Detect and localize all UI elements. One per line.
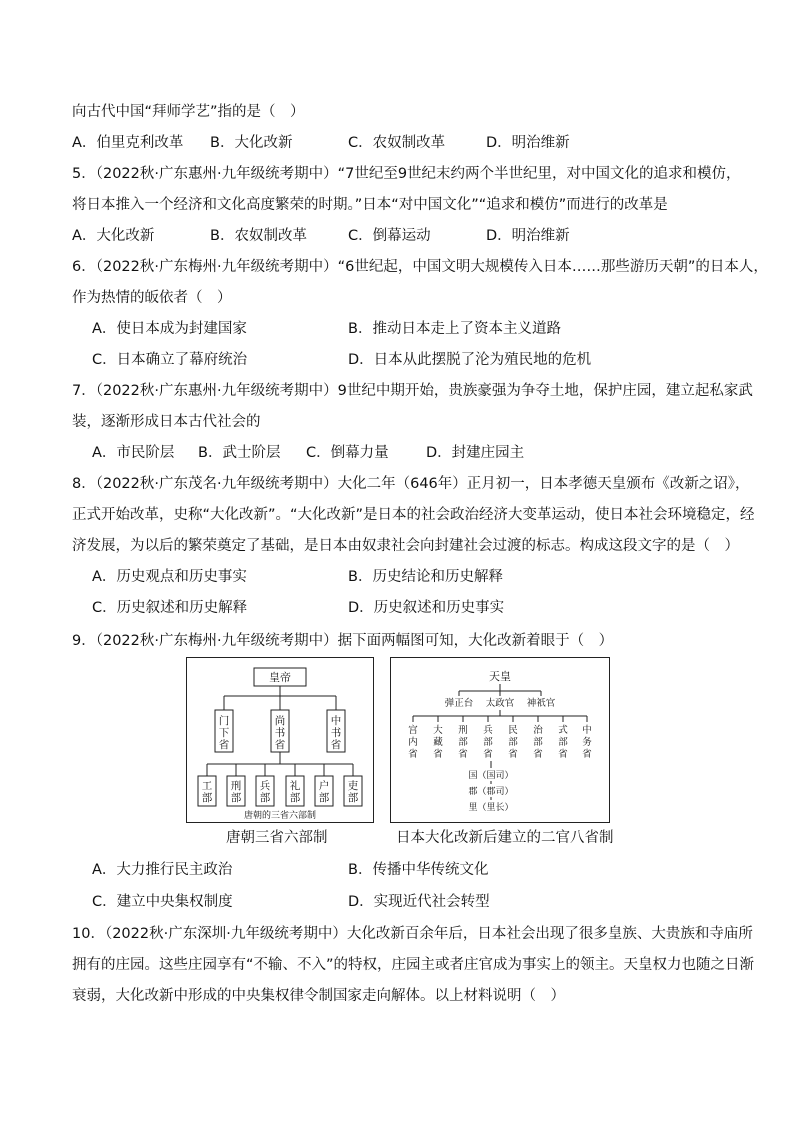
- japan-second-1: 太政官: [485, 698, 515, 709]
- tang-ministry-0-char-1: 部: [201, 792, 213, 804]
- japan-ministry-7-char-0: 中: [582, 725, 592, 736]
- q7-option-c[interactable]: C．倒幕力量: [306, 445, 389, 461]
- q7-option-d[interactable]: D．封建庄园主: [426, 445, 525, 461]
- tang-ministry-2-char-0: 兵: [259, 780, 271, 792]
- tang-mid-1c: 省: [274, 739, 286, 751]
- japan-ministry-6-char-2: 省: [558, 749, 568, 760]
- japan-local-1: 郡（郡司）: [468, 787, 514, 797]
- q8-option-c[interactable]: C．历史叙述和历史解释: [92, 600, 248, 616]
- q8-stem-line3: 济发展，为以后的繁荣奠定了基础，是日本由奴隶社会向封建社会过渡的标志。构成这段文字的是（ ）: [72, 538, 739, 554]
- q6-option-a[interactable]: A．使日本成为封建国家: [92, 321, 247, 337]
- japan-ministry-5-char-0: 治: [533, 725, 543, 736]
- japan-ministry-6-char-1: 部: [558, 737, 568, 748]
- q9-option-a[interactable]: A．大力推行民主政治: [92, 862, 233, 878]
- japan-ministry-4-char-1: 部: [508, 737, 518, 748]
- tang-ministry-5-char-0: 吏: [347, 780, 359, 792]
- japan-ministry-3-char-0: 兵: [483, 725, 493, 736]
- q4-stem-tail: 向古代中国“拜师学艺”指的是（ ）: [72, 104, 305, 120]
- japan-ministry-1-char-2: 省: [433, 749, 443, 760]
- q5-option-d[interactable]: D．明治维新: [486, 228, 570, 244]
- tang-ministry-3-char-0: 礼: [289, 780, 301, 792]
- tang-system-figure: [186, 657, 374, 823]
- q5-option-b[interactable]: B．农奴制改革: [210, 228, 307, 244]
- tang-inner-caption: 唐朝的三省六部制: [243, 811, 317, 821]
- tang-ministry-1-char-1: 部: [230, 792, 242, 804]
- japan-ministry-2-char-1: 部: [458, 737, 468, 748]
- tang-mid-2c: 省: [330, 739, 342, 751]
- q9-option-d[interactable]: D．实现近代社会转型: [348, 894, 490, 910]
- q4-option-b[interactable]: B．大化改新: [210, 135, 293, 151]
- q5-stem-line1: 5．（2022秋·广东惠州·九年级统考期中）“7世纪至9世纪末约两个半世纪里，对中国文化的追求和模仿，: [72, 166, 741, 182]
- q10-stem-line3: 衰弱，大化改新中形成的中央集权律令制国家走向解体。以上材料说明（ ）: [72, 988, 565, 1004]
- q6-option-c[interactable]: C．日本确立了幕府统治: [92, 352, 248, 368]
- q9-stem-line1: 9．（2022秋·广东梅州·九年级统考期中）据下面两幅图可知，大化改新着眼于（ ）: [72, 633, 614, 649]
- japan-top-label: 天皇: [489, 670, 511, 683]
- japan-ministry-0-char-2: 省: [408, 749, 418, 760]
- japan-system-figure: [390, 657, 610, 823]
- tang-ministry-2-char-1: 部: [259, 792, 271, 804]
- tang-mid-0c: 省: [218, 739, 230, 751]
- japan-ministry-5-char-1: 部: [533, 737, 543, 748]
- q8-stem-line1: 8．（2022秋·广东茂名·九年级统考期中）大化二年（646年）正月初一，日本孝德天皇颁布《改新之诏》，: [72, 476, 750, 492]
- japan-ministry-7-char-1: 务: [582, 737, 592, 748]
- q10-stem-line2: 拥有的庄园。这些庄园享有“不输、不入”的特权，庄园主或者庄官成为事实上的领主。天皇权力也随之日渐: [72, 957, 755, 973]
- tang-mid-0b: 下: [218, 727, 230, 739]
- japan-ministry-0-char-0: 宫: [408, 725, 418, 736]
- q9-option-b[interactable]: B．传播中华传统文化: [348, 862, 489, 878]
- japan-ministry-4-char-0: 民: [508, 725, 518, 736]
- q8-option-d[interactable]: D．历史叙述和历史事实: [348, 600, 505, 616]
- tang-mid-0: 门: [218, 715, 230, 727]
- q8-option-a[interactable]: A．历史观点和历史事实: [92, 569, 247, 585]
- tang-mid-1: 尚: [274, 715, 286, 727]
- q6-stem-line1: 6．（2022秋·广东梅州·九年级统考期中）“6世纪起，中国文明大规模传入日本……那些游历天朝”的日本人，: [72, 259, 768, 275]
- japan-second-2: 神祇官: [526, 698, 556, 709]
- tang-mid-2: 中: [330, 715, 342, 727]
- q7-option-a[interactable]: A．市民阶层: [92, 445, 175, 461]
- q4-option-c[interactable]: C．农奴制改革: [348, 135, 446, 151]
- q7-option-b[interactable]: B．武士阶层: [198, 445, 281, 461]
- tang-ministry-4-char-0: 户: [318, 780, 330, 792]
- japan-ministry-5-char-2: 省: [533, 749, 543, 760]
- q6-option-b[interactable]: B．推动日本走上了资本主义道路: [348, 321, 561, 337]
- q4-option-d[interactable]: D．明治维新: [486, 135, 570, 151]
- japan-caption: 日本大化改新后建立的二官八省制: [396, 830, 614, 846]
- q10-stem-line1: 10．（2022秋·广东深圳·九年级统考期中）大化改新百余年后，日本社会出现了很多皇族、大贵族和寺庙所: [72, 926, 753, 942]
- japan-local-0: 国（国司）: [468, 771, 514, 781]
- japan-second-0: 弹正台: [444, 698, 474, 709]
- tang-mid-1b: 书: [274, 727, 286, 739]
- q8-option-b[interactable]: B．历史结论和历史解释: [348, 569, 503, 585]
- japan-ministry-0-char-1: 内: [408, 737, 418, 748]
- japan-ministry-4-char-2: 省: [508, 749, 518, 760]
- tang-caption: 唐朝三省六部制: [226, 830, 328, 846]
- q5-stem-line2: 将日本推入一个经济和文化高度繁荣的时期。”日本“对中国文化”“追求和模仿”而进行的改革是: [72, 197, 668, 213]
- tang-ministry-0-char-0: 工: [201, 780, 213, 792]
- japan-ministry-2-char-0: 刑: [458, 725, 468, 736]
- japan-ministry-1-char-0: 大: [433, 725, 443, 736]
- japan-ministry-6-char-0: 式: [558, 725, 568, 736]
- tang-ministry-3-char-1: 部: [289, 792, 301, 804]
- tang-top-label: 皇帝: [269, 671, 291, 684]
- japan-ministry-3-char-1: 部: [483, 737, 493, 748]
- japan-local-2: 里（里长）: [468, 803, 514, 813]
- japan-ministry-1-char-1: 藏: [433, 737, 443, 748]
- tang-ministry-4-char-1: 部: [318, 792, 330, 804]
- japan-ministry-2-char-2: 省: [458, 749, 468, 760]
- q6-stem-line2: 作为热情的皈依者（ ）: [72, 290, 232, 306]
- q7-stem-line1: 7．（2022秋·广东惠州·九年级统考期中）9世纪中期开始，贵族豪强为争夺土地，保护庄园，建立起私家武: [72, 383, 753, 399]
- q8-stem-line2: 正式开始改革，史称“大化改新”。“大化改新”是日本的社会政治经济大变革运动，使日本社会环境稳定，经: [72, 507, 755, 523]
- tang-ministry-5-char-1: 部: [347, 792, 359, 804]
- tang-mid-2b: 书: [330, 727, 342, 739]
- q5-option-c[interactable]: C．倒幕运动: [348, 228, 431, 244]
- japan-ministry-3-char-2: 省: [483, 749, 493, 760]
- q4-option-a[interactable]: A．伯里克利改革: [72, 135, 184, 151]
- tang-ministry-1-char-0: 刑: [230, 780, 242, 792]
- q7-stem-line2: 装，逐渐形成日本古代社会的: [72, 414, 261, 430]
- japan-ministry-7-char-2: 省: [582, 749, 592, 760]
- q9-option-c[interactable]: C．建立中央集权制度: [92, 894, 233, 910]
- q6-option-d[interactable]: D．日本从此摆脱了沦为殖民地的危机: [348, 352, 592, 368]
- q5-option-a[interactable]: A．大化改新: [72, 228, 155, 244]
